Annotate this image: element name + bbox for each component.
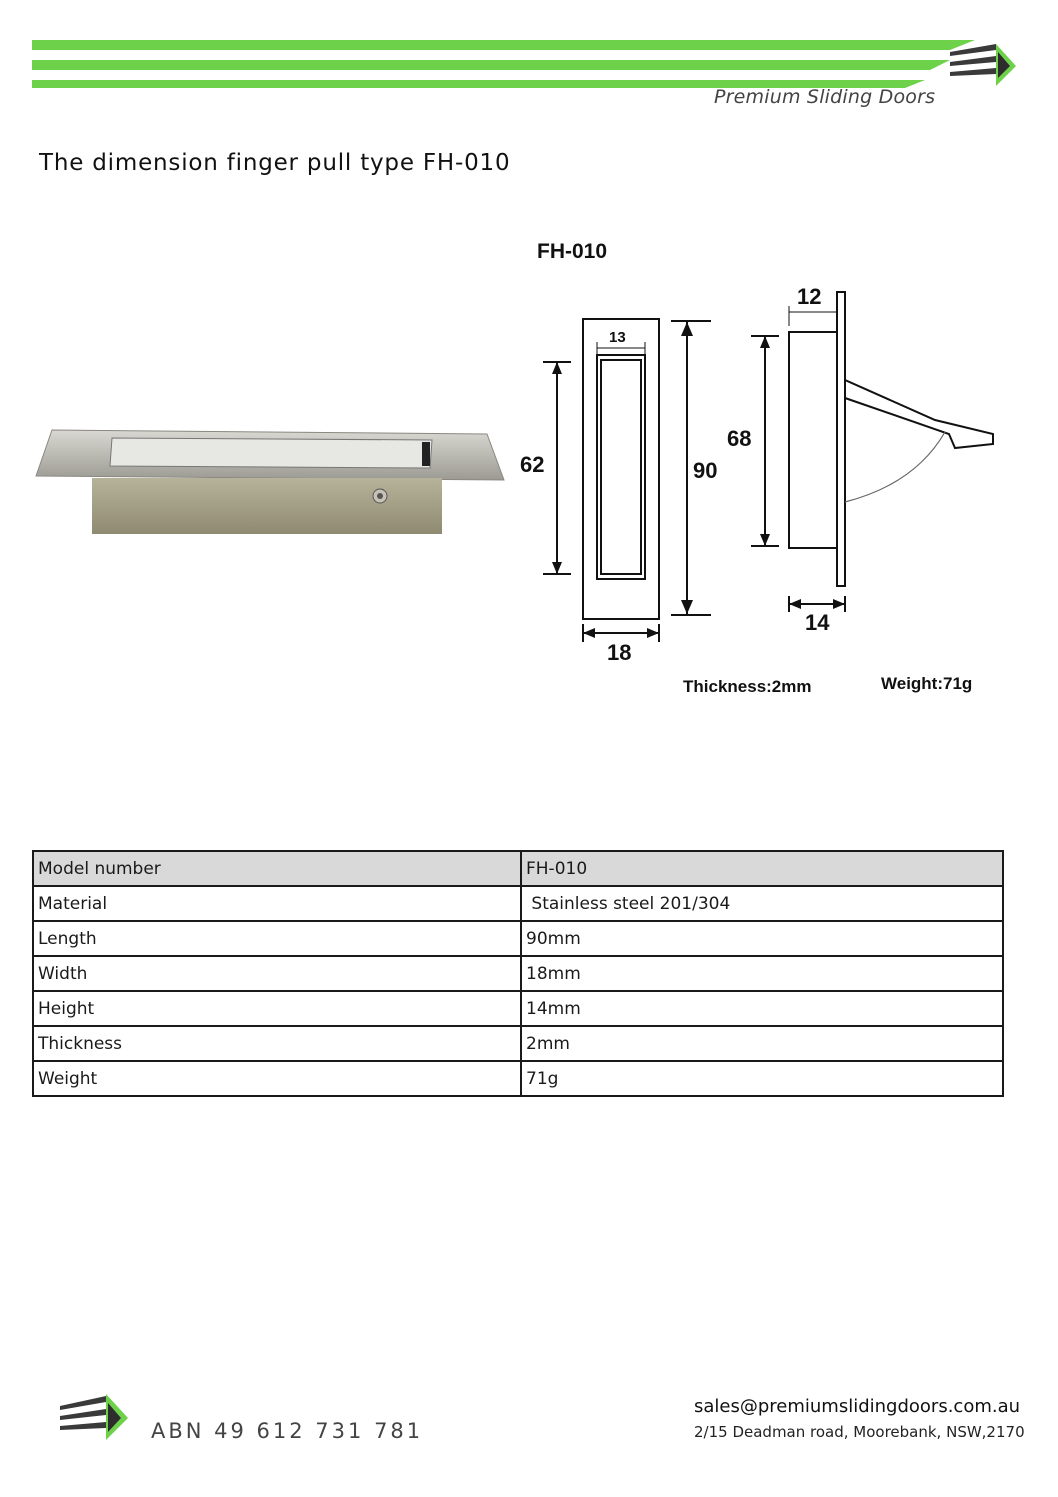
spec-value: 71g xyxy=(521,1061,1003,1096)
spec-label: Weight xyxy=(33,1061,521,1096)
drawing-dim-90: 90 xyxy=(693,458,718,483)
footer-address: 2/15 Deadman road, Moorebank, NSW,2170 xyxy=(694,1423,1025,1441)
spec-label: Width xyxy=(33,956,521,991)
header-stripes xyxy=(0,30,990,94)
footer-email: sales@premiumslidingdoors.com.au xyxy=(694,1396,1021,1417)
spec-label: Model number xyxy=(33,851,521,886)
page-title: The dimension finger pull type FH-010 xyxy=(39,150,511,176)
spec-value: Stainless steel 201/304 xyxy=(521,886,1003,921)
table-row xyxy=(33,991,1003,1026)
drawing-dim-12: 12 xyxy=(797,284,822,309)
spec-value: 90mm xyxy=(521,921,1003,956)
drawing-dim-18: 18 xyxy=(607,640,632,665)
spec-value: FH-010 xyxy=(521,851,1003,886)
table-row xyxy=(33,851,1003,886)
spec-value: 2mm xyxy=(521,1026,1003,1061)
drawing-model-label: FH-010 xyxy=(537,240,608,263)
drawing-dim-62: 62 xyxy=(520,452,545,477)
footer-logo-icon xyxy=(58,1392,130,1442)
brand-name: Premium Sliding Doors xyxy=(714,86,936,108)
drawing-dim-14: 14 xyxy=(805,610,830,635)
spec-label: Length xyxy=(33,921,521,956)
drawing-dim-13: 13 xyxy=(609,329,626,346)
spec-table xyxy=(32,850,1004,1097)
dimension-drawing xyxy=(515,222,1000,702)
table-row xyxy=(33,1061,1003,1096)
spec-label: Thickness xyxy=(33,1026,521,1061)
spec-label: Height xyxy=(33,991,521,1026)
table-row xyxy=(33,956,1003,991)
spec-value: 14mm xyxy=(521,991,1003,1026)
drawing-weight-note: Weight:71g xyxy=(881,674,973,693)
brand-logo-icon xyxy=(948,42,1018,88)
footer-abn: ABN 49 612 731 781 xyxy=(151,1419,424,1443)
table-row xyxy=(33,921,1003,956)
spec-label: Material xyxy=(33,886,521,921)
spec-value: 18mm xyxy=(521,956,1003,991)
drawing-thickness-note: Thickness:2mm xyxy=(683,677,812,696)
table-row xyxy=(33,1026,1003,1061)
product-photo xyxy=(32,420,512,545)
drawing-dim-68: 68 xyxy=(727,426,752,451)
table-row xyxy=(33,886,1003,921)
